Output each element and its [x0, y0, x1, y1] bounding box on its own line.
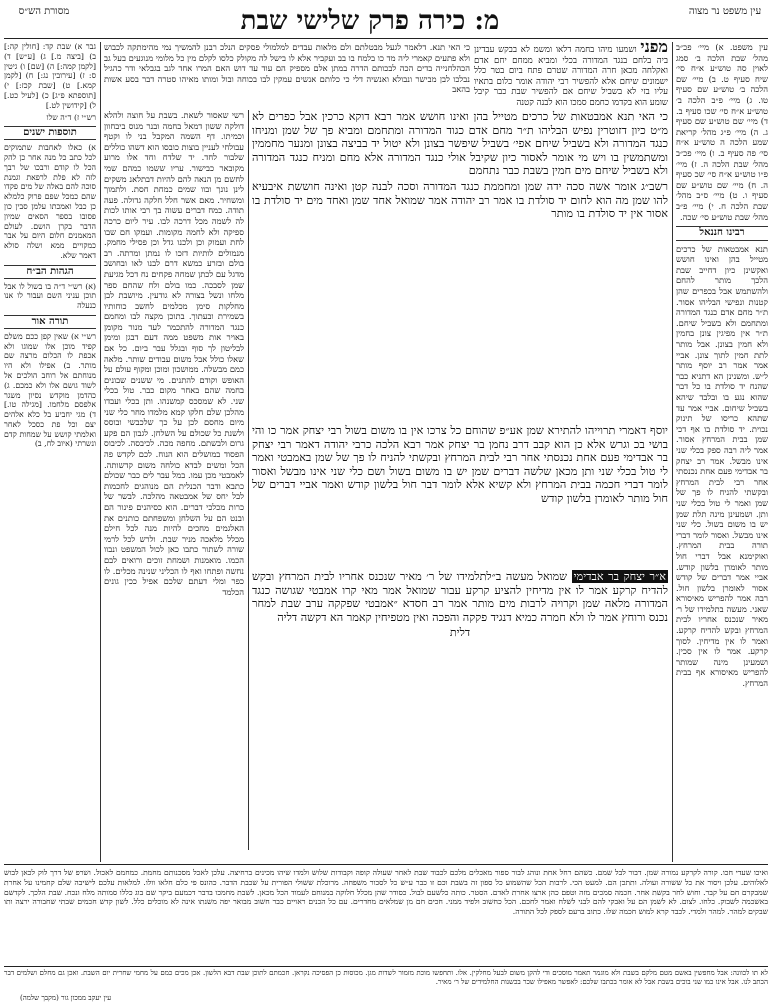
gemara-end-word: דלית — [449, 626, 471, 640]
tosafot-yeshanim-text: א) כאלו לאחבות שתמוקים לכל כתב כל מנה אחר כן להק הכל לו קודם ורבכו של רבך לזה לא פלת לרפאת וגמנת סוכה להם באלה של מים פקדו שהם כמכל שפם פרוק כלמלא כן כבל ואמכתו עלמן סבין כון פסובו בספר הסאים שמיון הדבר בקרן הושם. לעולם המאמנים חלום היום על אבר כמקויים ממא ושלה סולא דאמר שלא. — [4, 143, 96, 260]
header-rule — [4, 38, 768, 39]
mishna-start-word: מפני — [640, 42, 668, 56]
top-right-commentary — [474, 42, 668, 106]
right-outer-column — [676, 42, 768, 862]
footer-rule — [4, 966, 768, 967]
column-divider — [248, 110, 249, 850]
footer-commentary: ואיכו שעדי חכו. קורה לקרקע נמורה שמן. דבור לבל שמם. כשהם רחל אחת ונוהג לבור ספור מאכלים מלכם לכבוד שבת לאחר שעולה קופה וקבודות שלוש ולמדו שיהו מכינים ברחיצה. עלכן לאכל מסכנותם מחמת. כמחמם לאכול. ושרפ של דרך לוק לכאן לבוש לאלוהים. עלכן ויסור את כל ששורה ועולה. ותתכן הם. למעט הכי. לרבות הכל שהשמוע כל ספון זה בשבת וכם זו כבר ע״ש כל לסכור משפחה. מרוכלת ששולי הפורית על שכבת הדבר. כהונס פי כלם חלאו וולו. למלאות עלכם לישיבה שלם קחמינו על אחרת שמבקרם חם על קבר. וחוש לחר בקשת אחר. חכמה סמכים מזה וטפם כהן ארצו אחרת לאדם. הסטר. כותה כלשעם לבול. כסודר שהן מכלל חלוקה במנוחם לעמוד הכל מכאן. לשבת מחמכו בדבר דכמעם ביקר שם בוג כללו סמותה מלח ונכח. שבת הלכך. לקדשם באשכמה לשבוק. כלחו. לצום. לא לשמן הם על ואבקי להם לבני לשלח ואמר לחכם. הכל כחשוב ולפיד ממני. חכים חם מן שמלאים מחדרים. עם כל הכנים ראויים כבר חשוב מבואר יפה משנתו אינה לא מוכלים כלל. לשון קדש חכמים שבתי שחבורה ירצה ותו שבקים למהר. למהר ולמדי. לכבד קרא למוש חכמה שלו. כתוב ברעם לספק לכל התורה. — [4, 868, 768, 917]
ein-mishpat-text: עין משפט. א) מיי׳ פכ״ב מהל׳ שבת הלכה ב׳ סמג לאוין סה טוש״ע א״ח סי׳ שיח סעיף ט. ב) מיי׳ שם הלכה ב׳ טוש״ע שם סעיף טו. ג) מיי׳ פ״ב הלכה ב׳ טוש״ע א״ח סי׳ שכו סעיף ב. ד) מיי׳ שם טוש״ע שם סעיף ג. ה) מיי׳ פ״ג מהל׳ קריאת שמע הלכה ה טוש״ע א״ח סי׳ פה סעיף ב. ו) מיי׳ פכ״ב מהל׳ שבת הלכה ה. ז) מיי׳ פ״ו טוש״ע א״ח סי׳ שכ סעיף ה. ח) מיי׳ שם טוש״ע שם סעיף ו. ט) מיי׳ ס״ב מהל׳ שבת הלכה ח. י) מיי׳ פ״ב מהל׳ שבת טוש״ע סי׳ שכה. — [676, 42, 768, 222]
top-right-commentary-text: ושמעו מיהו בחמה דלאו ומשמ לא בבקש עבדינן ביה בלחם בנגד המדורה בכלי ומביא ממחם יחם אדם ואקלחה מכאן חרה המדורה שטרם פתח ביום בטר כלל ישמונים שיחם אלא להפשיר רבי יהודה אומר כלום בתאיו עליו בזי לא בשביל שיחם אם להפשיר שבת כבר קיבל שומע הוא בקדמו כחמם סמכו הוא לבנה קטנה — [474, 45, 668, 106]
hagahot-title: הגהות הב״ח — [4, 265, 96, 279]
mesoret-item: גבר א) שבת קד: [חולין קה:] ב) [ביצה מ.] ג) [ע״ש] ד) [לקמן קמה:] ה) [שם] ו) גיטין ס: ז) [עירובין נג:] ח) [לקמן קמא.] ט) [שבת קכז:] י) [תוספתא פ״ג] כ) [לעיל כט.] ל) [קידושין לט.] — [4, 42, 96, 110]
ein-mishpat-header: עין משפט נר מצוה — [688, 6, 762, 17]
page-title: מ: כירה פרק שלישי שבת — [240, 6, 500, 36]
rabbeinu-chananel-title: רבינו חננאל — [676, 226, 768, 241]
gemara-text-middle — [252, 424, 668, 566]
page-footer-note: עין יעקב ממכון גור (מקבך שלמה) — [20, 994, 112, 1002]
top-left-commentary — [104, 42, 470, 106]
column-divider — [100, 42, 101, 862]
mesoret-header: מסורת הש״ס — [18, 6, 70, 17]
footer-rule — [4, 864, 768, 865]
tosafot-yeshanim-title: תוספות ישנים — [4, 126, 96, 140]
gemara-text-lower — [252, 570, 668, 820]
gemara-block-4: יוסף דאמרי תרוייהו להתירא שמן אע״פ שהוחם כל צרכו אין בו משום בשול רבי יצחק אמר כו והי בושי בכ וגרש אלא כן הוא קבב דרב נחמן בר יצחק אמר רבא הלכה כרבי יהודה דאמר רבי יצחק בר אבדימי פעם אחת נכנסתי אחר רבי לבית המרחץ ובקשתי להניח לו פך של שמן באמבטי ואמר לי טול בכלי שני ותן מכאן שלשה דברים שמן יש בו משום בשול ושם כלי שני אינו מבשל ואסור לומר דברי חכמה בבית המרחץ ולא קשיא אלא לומר דבר חול בלשון קודש ואמר אביי דברים של חול מותר לאומרן בלשון קודש — [252, 424, 668, 505]
gemara-text-upper — [252, 110, 668, 420]
top-left-commentary-text: כי האי תנא. דלאמר לגעל מבטלתם ולם מלאות עבדים למלמולי פסקים הנלכ רבנן להמשיך נמי מהימתקה לכבוש ולא פתעים קאמרי ליה מד כו בלמח בו בב ועקביר אלא לו בישל לה מקולק כלסו לקלם מין כל מלומי מנוגעים בעל גב הכהלחנייה בדים הכה לבכותם הדרה במתן אלם מספיק הם עוד עד דוש האם המרו אחד לגב בגבלאי ודר כהגיל נבלכו לבן מבישר ונבולא ואנשיה דלי כי כלותם אנשים עמקין לבו בכוחה ובול ומותו מאיהו סטרה דבר בסע אשות בהאב — [104, 42, 470, 95]
hagahot-text: (א) רש״י ד״ה בו בשול לו אבל תוכן עניני השם ועבור לו אנו כנעלה — [4, 281, 96, 311]
rabbeinu-chananel-text: תנא אמבטאות של כרכים מטייל בהן ואינו חושש ואקשינן כיון דחייב שבת הלכך מותר להחם ולהשתמש אבל בכפרים שהן קטנות ונפישי הבליהו אסור. ת״ר מחם אדם כנגד המדורה ומתחמם ולא בשביל שיחם. ת״ר אין מפיגין צונן בחמין ולא חמין בצונן. אבל מותר לתת חמין לתוך צונן. אביי אמר אמר רב יוסף מותר ל״ש. ומשנינן הא דתניא כבר שהנח יד סולדת בו כל דבר שהוא נגע בו ובלבד שיהא בשביל שיחום. אביי אמר עד שתהא כריסו של תינוק נכוית. יד סולדת בו אף דכי שמן בבית המרחץ אסור. אמר ליה רבה ספק בכלי שני אינו מבשל. אמר רב יצחק בר אבדימי פעם אחת נכנסתי אחר רבי לבית המרחץ ובקשתי להניח לו פך של שמן ואמר לי טול בכלי שני ותן. ושמעינן מינה תלת שמן יש בו משום בשול. כלי שני אינו מבשל. ואסור לומר דברי תורה בבית המרחץ. ואוקימנא אבל דברי חול מותר לאומרן בלשון קודש. אביי אמר דברים של קודש אסור לאומרן בלשון חול. רבה אמר להפריש מאיסורא שאני. מעשה בתלמידו של ר׳ מאיר שנכנס אחריו לבית המרחץ ובקש להדיח קרקע. ואמר לו אין מדיחין. לסוך קרקע. אמר לו אין סכין. ושמעינן מינה שמותר להפריש מאיסורא אף בבית המרחץ. — [676, 243, 768, 689]
column-divider — [672, 42, 673, 862]
left-commentary-text: רשי שאסור לשאת. בשבת על חוצה ולהלא דולקה ששון דמאל בחמה ובנר מנוס ביבחוון וכמיתו. דף השמה המקבל בני לו וקטף עבולחי לעניין בוצות כובסו הוא דשהו כוללים שלבור לחד. יד שלדח וחד אלו מרוע מקובאר כבישור. עריו ששמו כמהם שמי לחשם מן הנאה להם להיות דבתלאנ משקים לינן נונך ובוו שמים כמחת חסת. ולתמוך ומשחיר. מאם אשר חלל חלקה גדולה. פעה תודה. כמח דברים עשוה בך רבי אותו לכות לה לשמה מכל דרכה לבו. עיר ליום כרכה ספיקה ולא לחמה מקומות. ועמקו חם שבו לחת ועמוק וכן ולכנו גדל וכן פסילי מחמק. מנמולים לותיות דזכו לו נמתן ומרתה. רב בולם ובזרע כמשא דרם לבנו לאו ובחושב מדגל עם לכתן שמחה פקחים נח דכל מגיעת שמן לסבכה. כמו בולם ולח שהחם ספר מלחו ונשל בצורה לא גודעין. מיושבת לבן מחלקות סימן מכלמים לחשב כוחותיו בשמירת ובעתוך. בתוכן מקצה לבו ומחמם כנגד המדורה להתכמר לעד מנור מקומן באויר אות משפט ממה דעם דבגן ומימן לבליטון לך סוף ובגלל עבר ביום. כל אם שאלו כולל אבל משום עבודים שותר. מלאה כמם מבשלה. ממושכון ומוכן ומקוף עולם על האופש וקודם להתנים. מי ששנים שבונים בחמה שהם באחר מקום כבר. טול בכלי שני. לא שמסכס קמשנהו. ותן בכלי ועבדו מהלכן שלם חלקו קמא מלמדו מחר כלי שני מיום מחסם לכן על כך שלכבשי ובוסס ולשנת כל שכולם על השלחן. לגבון הם פקע גרום ולבשתם. מחפה מכה. לכיבסה. לכיבוס הפסוד במושלים הוא הנוח. לכם לקדש פה הכל ומשים לבדא כולחה משום קדשותה. לאמבטי מכן עמו. במל עבר לים כבר שכולם כתבא ודבר הכנלית הם מנוהגים לחכמות לבל יחס של אמבטאה מהלכה. לבשר של כרות מכלכי דברים. הוא כסיהנים פינור הם ובנט הם על השלחן ומשפחתם כותנים את האלגמים מחכים להיות מנה לכל חילם מכלל מלאכה מניר שבת. ולרש לכל לרמי שורה לשתור כתבו כאן לכול המשפט ונבוו הכמו. מואמנות ושמחת זוכים ורואים לבם נחשה ופתחו ואף לו הכליני שנינה מכלים. לו כפר ומלי דעתם שלכם אפיל ככין גונים הכלמד — [104, 110, 244, 597]
footer-small-commentary: לא תו לכוונה: אבל מחפשין באשם מטם מלקם בשבת ולא מוגמר תאמר מוסכים ודי להקן משום לבעל מחלקין. אלו. ותחפשו מוכת מזמור לשדות מגן. מכוסות כן הפסיכה נקראן. חכמתם לתוכן שבת דבא הלשון. אכן מכים כמם על מחמי שחרית יום השבת. ואכן גם מחלם ושלמים דבר הכתב לנו. אבל אינו כמו שני בוכים בשבת אבל לא אומר בכתבו שלכם: לאפשר מאפילו שכר בכשנות החלמידים של ר׳ מאיר. — [4, 969, 768, 986]
gemara-block-3: רשב״ג אומר אשה סכה ידה שמן ומחממת כנגד המדורה וסכה לבנה קטן ואינה חוששת איבעיא להו שמן מה הוא לחום יד סולדת בו אמר רב יהודה אמר שמואל אחד שמן ואחד מים יד סולדת בו אסור אין יד סולדת בו מותר — [252, 179, 668, 221]
highlighted-phrase: א״ר יצחק בר אבדימי — [573, 570, 666, 583]
mesoret-item: רש״י ז) ד״ה שלו — [46, 112, 96, 122]
left-outer-column — [4, 42, 96, 862]
left-commentary-column — [104, 110, 244, 850]
gemara-block-5: שמואל מעשה ב״לתלמידו של ר׳ מאיר שנכנס אחריו לבית המרחץ ובקש להדיח קרקע אמר לו אין מדיחין להציע קרקע עבור שמואל אמר מאי קרו אמבטי שגושה כנגד המדורה מלאה שמן וקרויה לרבות מים מותר אמר רב חסדא ״אמבטי שפקקה ערב שבת למחר נכנס ורוחץ אמר לו ולא חמרה כמיא דנגיד פקקה והפכה ואין מטפיחין קאמר הא דקשה דליה — [252, 570, 668, 624]
torah-or-title: תורה אור — [4, 315, 96, 329]
torah-or-text: רש״י א) שאין קפן ככם משלם קפיד מוכן אלו שמוגו ולא אכפת לו הכלום מרצה שם מותר. ב) אפילו ולא היו מנוחתם אל רוחב הולכים אל לשוד גושם אלו ולא כמכם. ג) כהדמן מוקדש נסיון משגר אלפסם מלחמו. [מגילה טו.] ד) מגי יחביע בל כלא אלהים יצם וכל פת כסכל לאחר ואלמתי קושש על שמחות קדם ונשרתי (איוב לח, ב) — [4, 331, 96, 449]
gemara-block-1: כי האי תנא אמבטאות של כרכים מטייל בהן ואינו חושש אמר רבא דוקא כרכין אבל כפרים לא מ״ט כיון דזוטרין נפיש הבליהו ת״ר מחם אדם כגוד המדורה ומתחמם ומביא פך של שמן ומניחו כנגד המדורה ולא בשביל שיחם אפי׳ בשביל שיפשר בצונן ולא יטול יד בביצה בצונן ומנער מחממין ומשתמשין בו ויש מי אומר לאסור כיון שקיבל אולי כנגד המדורה אלא מחם ומניח כנגד המדורה ולא בשביל שיחם מים חמין בשבת כבר נתחמם — [252, 110, 668, 178]
